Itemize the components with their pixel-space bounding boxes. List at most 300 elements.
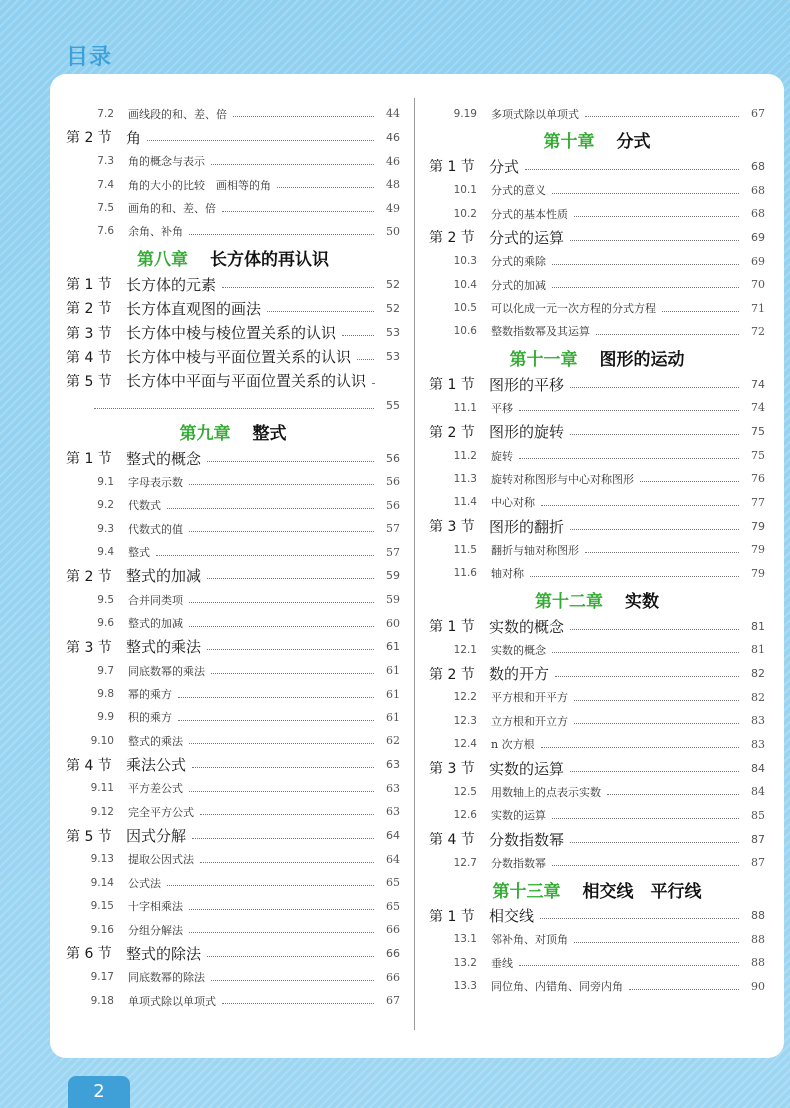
item-number: 11.6 [453,567,477,580]
dot-leader [222,1003,374,1004]
section-title: 分式的运算 [489,228,565,247]
section-title: 整式的乘法 [126,638,202,657]
toc-item[interactable] [429,538,765,561]
toc-item[interactable] [429,686,765,709]
section-label: 第 3 节 [429,761,475,778]
toc-item[interactable] [429,467,765,490]
section-entry[interactable] [66,824,400,848]
item-title: 分式的意义 [491,184,546,198]
item-title: 分式的基本性质 [491,207,568,221]
section-entry[interactable] [429,225,765,249]
section-title: 图形的旋转 [489,423,565,442]
item-title: 代数式的值 [128,522,183,536]
section-entry[interactable] [66,446,400,470]
page-ref: 77 [751,495,765,509]
section-entry[interactable] [429,614,765,638]
dot-leader [207,461,374,462]
page-ref: 49 [386,201,400,215]
page-ref: 55 [386,398,400,412]
section-entry[interactable] [429,514,765,538]
chapter-number: 第十章 [543,132,595,153]
item-number: 9.11 [90,782,114,795]
page-ref: 88 [751,909,765,923]
item-number: 10.4 [453,278,477,291]
page-ref: 64 [386,852,400,866]
section-label: 第 3 节 [66,325,112,342]
section-title: 实数的概念 [489,617,565,636]
page-ref: 81 [751,643,765,657]
toc-item[interactable] [66,220,400,243]
page-ref: 81 [751,619,765,633]
chapter-number: 第十三章 [492,881,561,902]
item-title: 余角、补角 [128,225,183,239]
toc-item[interactable] [66,777,400,800]
item-number: 10.3 [453,255,477,268]
item-title: 同底数幂的除法 [128,971,205,985]
toc-item[interactable] [429,202,765,225]
item-number: 10.2 [453,207,477,220]
dot-leader [189,909,374,910]
item-number: 11.3 [453,472,477,485]
item-title: 分式的加减 [491,278,546,292]
section-entry[interactable] [66,125,400,149]
toc-item[interactable] [429,733,765,756]
dot-leader [570,629,739,630]
toc-item[interactable] [429,396,765,419]
toc-item[interactable] [66,659,400,682]
page-ref: 57 [386,545,400,559]
dot-leader [585,116,739,117]
page-ref: 46 [386,130,400,144]
section-entry[interactable] [66,272,400,296]
chapter-title: 图形的运动 [599,350,685,371]
section-label: 第 6 节 [66,946,112,963]
page-ref: 88 [751,932,765,946]
item-title: 整式的乘法 [128,734,183,748]
dot-leader [552,818,739,819]
toc-item[interactable] [66,706,400,729]
page-ref: 61 [386,640,400,654]
item-title: 邻补角、对顶角 [491,933,568,947]
section-label: 第 5 节 [66,828,112,845]
page-ref: 79 [751,519,765,533]
section-entry[interactable] [66,635,400,659]
toc-item[interactable] [66,102,400,125]
item-number: 13.1 [453,933,477,946]
dot-leader [570,529,739,530]
dot-leader [570,771,739,772]
item-number: 9.3 [97,522,114,535]
page-ref: 53 [386,326,400,340]
page-ref: 72 [751,324,765,338]
page-ref: 68 [751,183,765,197]
page-ref: 44 [386,107,400,121]
dot-leader [555,676,739,677]
section-entry[interactable] [429,420,765,444]
toc-item[interactable] [429,273,765,296]
item-title: 角的概念与表示 [128,155,205,169]
item-title: 旋转 [491,449,513,463]
toc-item[interactable] [66,196,400,219]
section-entry[interactable] [66,369,400,393]
section-label: 第 3 节 [429,519,475,536]
section-label: 第 1 节 [66,451,112,468]
item-number: 9.9 [97,711,114,724]
toc-item[interactable] [66,989,400,1012]
item-number: 12.3 [453,714,477,727]
section-entry[interactable] [66,296,400,320]
item-number: 9.16 [90,923,114,936]
page-ref: 59 [386,569,400,583]
page-ref: 63 [386,805,400,819]
item-title: 同位角、内错角、同旁内角 [491,980,623,994]
item-number: 12.1 [453,643,477,656]
section-title: 相交线 [489,907,535,926]
toc-item[interactable] [429,320,765,343]
toc-item[interactable] [429,102,765,125]
toc-item[interactable] [66,540,400,563]
section-label: 第 2 节 [429,230,475,247]
section-label: 第 2 节 [66,301,112,318]
dot-leader [192,838,374,839]
section-title: 整式的除法 [126,944,202,963]
section-label: 第 2 节 [66,568,112,585]
column-divider [414,98,415,1030]
section-entry[interactable] [429,827,765,851]
toc-item[interactable] [429,444,765,467]
item-title: 整式的加减 [128,617,183,631]
dot-leader [574,216,739,217]
page-ref: 62 [386,734,400,748]
chapter-title: 实数 [625,592,659,613]
toc-item[interactable] [66,965,400,988]
page-ref: 87 [751,832,765,846]
page-ref: 56 [386,475,400,489]
item-title: 合并同类项 [128,593,183,607]
page-ref: 63 [386,758,400,772]
item-title: 十字相乘法 [128,900,183,914]
section-entry[interactable] [429,904,765,928]
chapter-heading [429,585,765,614]
toc-item[interactable] [66,894,400,917]
section-label: 第 2 节 [429,666,475,683]
page-ref: 68 [751,159,765,173]
dot-leader [552,652,739,653]
item-number: 12.4 [453,738,477,751]
item-title: 用数轴上的点表示实数 [491,785,601,799]
dot-leader [629,989,739,990]
section-label: 第 1 节 [66,277,112,294]
toc-item[interactable] [66,150,400,173]
page-ref: 65 [386,876,400,890]
page-ref: 70 [751,278,765,292]
dot-leader [167,508,374,509]
chapter-title: 相交线 平行线 [582,881,702,902]
item-title: 平方差公式 [128,782,183,796]
dot-leader [357,359,374,360]
section-entry[interactable] [429,662,765,686]
toc-item[interactable] [429,851,765,874]
item-number: 9.2 [97,499,114,512]
dot-leader [178,697,374,698]
dot-leader [178,720,374,721]
toc-right-column [429,102,765,998]
section-label: 第 4 节 [429,832,475,849]
toc-item[interactable] [429,928,765,951]
dot-leader [189,234,374,235]
item-title: 整数指数幂及其运算 [491,325,590,339]
dot-leader [570,842,739,843]
toc-item[interactable] [66,800,400,823]
toc-item[interactable] [66,918,400,941]
item-number: 9.4 [97,546,114,559]
toc-item[interactable] [66,611,400,634]
toc-item[interactable] [429,709,765,732]
chapter-heading [66,243,400,272]
item-number: 9.12 [90,805,114,818]
dot-leader [596,334,739,335]
item-title: 分数指数幂 [491,856,546,870]
page-ref: 61 [386,687,400,701]
page-ref: 57 [386,522,400,536]
item-title: 画线段的和、差、倍 [128,107,227,121]
page-ref: 61 [386,710,400,724]
item-number: 9.5 [97,593,114,606]
item-number: 13.3 [453,980,477,993]
dot-leader [552,193,739,194]
page-ref: 66 [386,923,400,937]
dot-leader [541,747,739,748]
item-number: 12.2 [453,691,477,704]
toc-item[interactable] [429,951,765,974]
item-number: 9.18 [90,994,114,1007]
toc-item[interactable] [66,729,400,752]
page-ref: 56 [386,451,400,465]
dot-leader [233,116,374,117]
dot-leader [200,862,374,863]
item-title: 轴对称 [491,567,524,581]
page-ref: 66 [386,946,400,960]
dot-leader [200,814,374,815]
toc-item[interactable] [429,491,765,514]
item-number: 9.13 [90,853,114,866]
item-number: 9.8 [97,688,114,701]
section-entry[interactable] [429,154,765,178]
item-number: 11.2 [453,449,477,462]
item-number: 13.2 [453,956,477,969]
toc-item[interactable] [429,296,765,319]
page-ref: 52 [386,301,400,315]
toc-item[interactable] [66,494,400,517]
section-entry[interactable] [66,941,400,965]
section-title: 整式的概念 [126,449,202,468]
dot-leader [570,387,739,388]
page-ref: 84 [751,785,765,799]
item-number: 7.6 [97,225,114,238]
item-number: 11.4 [453,496,477,509]
page-ref: 59 [386,593,400,607]
page-ref: 76 [751,472,765,486]
toc-left-column [66,102,400,1012]
page-ref: 79 [751,543,765,557]
page-ref: 50 [386,224,400,238]
item-title: 字母表示数 [128,475,183,489]
item-number: 7.4 [97,178,114,191]
item-number: 10.6 [453,325,477,338]
item-title: 单项式除以单项式 [128,994,216,1008]
item-title: 实数的概念 [491,643,546,657]
section-entry[interactable] [429,756,765,780]
section-label: 第 5 节 [66,373,112,390]
dot-leader [167,885,374,886]
item-title: 整式 [128,546,150,560]
item-title: 分组分解法 [128,923,183,937]
dot-leader [570,434,739,435]
toc-item[interactable] [66,517,400,540]
dot-leader [574,723,739,724]
item-title: 旋转对称图形与中心对称图形 [491,472,634,486]
item-title: 多项式除以单项式 [491,107,579,121]
dot-leader [189,602,374,603]
dot-leader [222,287,374,288]
page-ref: 84 [751,761,765,775]
toc-item[interactable] [429,638,765,661]
section-title: 长方体中平面与平面位置关系的认识 [126,372,367,391]
section-title: 乘法公式 [126,756,187,775]
item-title: 积的乘方 [128,711,172,725]
section-title: 长方体直观图的画法 [126,299,262,318]
item-title: 分式的乘除 [491,255,546,269]
section-label: 第 3 节 [66,639,112,656]
item-title: 角的大小的比较 画相等的角 [128,178,271,192]
section-entry[interactable] [66,753,400,777]
chapter-heading [66,417,400,446]
item-title: 幂的乘方 [128,688,172,702]
toc-item[interactable] [429,250,765,273]
dot-leader [662,311,739,312]
section-title: 长方体中棱与棱位置关系的认识 [126,324,337,343]
toc-item[interactable] [66,871,400,894]
section-title: 图形的翻折 [489,517,565,536]
chapter-heading [429,125,765,154]
page-ref: 60 [386,616,400,630]
item-title: 平方根和开平方 [491,691,568,705]
section-title: 实数的运算 [489,759,565,778]
toc-item[interactable] [429,974,765,997]
section-entry[interactable] [66,345,400,369]
dot-leader [147,140,374,141]
item-title: 平移 [491,401,513,415]
dot-leader [519,410,739,411]
dot-leader [207,578,374,579]
page-ref: 74 [751,401,765,415]
toc-item[interactable] [429,780,765,803]
section-label: 第 1 节 [429,619,475,636]
section-label: 第 2 节 [429,424,475,441]
page-ref: 64 [386,829,400,843]
page-ref: 69 [751,254,765,268]
item-number: 12.7 [453,856,477,869]
item-title: 立方根和开立方 [491,714,568,728]
page-ref: 67 [386,994,400,1008]
section-continuation [66,393,400,417]
toc-item[interactable] [429,804,765,827]
dot-leader [189,484,374,485]
dot-leader [277,187,374,188]
page-ref: 83 [751,714,765,728]
section-title: 分数指数幂 [489,830,565,849]
dot-leader [585,552,739,553]
item-title: 提取公因式法 [128,853,194,867]
toc-item[interactable] [66,588,400,611]
section-entry[interactable] [66,564,400,588]
toc-item[interactable] [66,848,400,871]
item-number: 11.1 [453,401,477,414]
item-number: 11.5 [453,543,477,556]
dot-leader [192,767,374,768]
page-ref: 69 [751,230,765,244]
item-title: 代数式 [128,499,161,513]
chapter-number: 第八章 [137,250,188,271]
section-label: 第 1 节 [429,908,475,925]
page-ref: 53 [386,350,400,364]
page-ref: 82 [751,690,765,704]
section-title: 数的开方 [489,665,550,684]
item-number: 9.6 [97,617,114,630]
dot-leader [189,531,374,532]
dot-leader [189,626,374,627]
toc-item[interactable] [429,179,765,202]
toc-item[interactable] [66,173,400,196]
page-ref: 83 [751,737,765,751]
chapter-title: 整式 [252,424,287,445]
dot-leader [574,700,739,701]
item-number: 7.2 [97,107,114,120]
item-number: 9.15 [90,900,114,913]
dot-leader [519,965,739,966]
section-entry[interactable] [429,372,765,396]
item-title: 公式法 [128,876,161,890]
page-ref: 65 [386,899,400,913]
dot-leader [640,481,739,482]
dot-leader [267,311,374,312]
dot-leader [211,980,374,981]
page-ref: 66 [386,970,400,984]
chapter-number: 第十二章 [535,592,603,613]
dot-leader [156,555,374,556]
dot-leader [211,673,374,674]
section-title: 图形的平移 [489,375,565,394]
section-title: 长方体的元素 [126,275,217,294]
toc-item[interactable] [66,682,400,705]
dot-leader [519,458,739,459]
section-entry[interactable] [66,321,400,345]
item-number: 9.17 [90,971,114,984]
page-ref: 67 [751,107,765,121]
page-ref: 90 [751,979,765,993]
toc-item[interactable] [429,562,765,585]
item-title: 可以化成一元一次方程的分式方程 [491,302,656,316]
chapter-number: 第十一章 [509,350,578,371]
item-number: 7.3 [97,155,114,168]
page-ref: 61 [386,664,400,678]
toc-item[interactable] [66,470,400,493]
dot-leader [207,649,374,650]
dot-leader [552,865,739,866]
page-ref: 82 [751,667,765,681]
page-ref: 88 [751,956,765,970]
item-title: 画角的和、差、倍 [128,202,216,216]
